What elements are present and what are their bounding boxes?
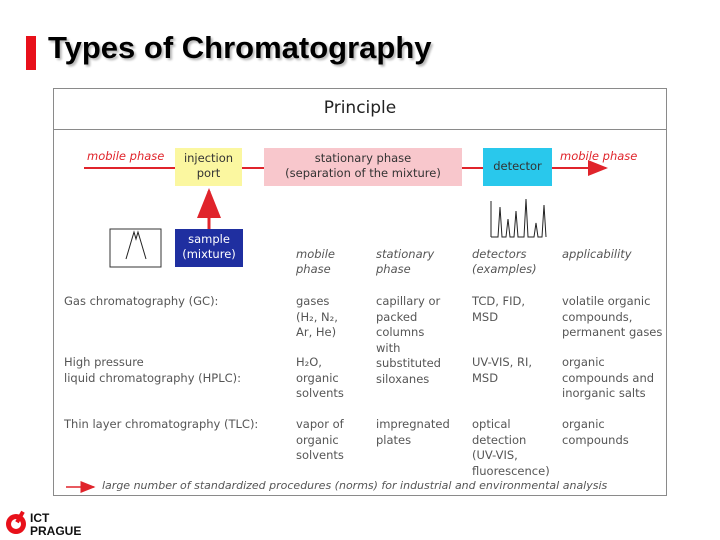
row-gc-mobile: gases (H₂, N₂, Ar, He) (296, 294, 338, 339)
row-gc-applicability: volatile organic compounds, permanent gases (562, 294, 663, 339)
row-tlc-mobile: vapor of organic solvents (296, 417, 344, 462)
sample-box (175, 229, 243, 267)
detector-box (483, 148, 552, 186)
stationary-phase-box (264, 148, 462, 186)
mobile-phase-label-left: mobile phase (87, 149, 165, 163)
row-tlc-name: Thin layer chromatography (TLC): (64, 417, 259, 431)
injection-port-label: injection port (183, 151, 234, 180)
row-gc-name: Gas chromatography (GC): (64, 294, 219, 308)
detector-label: detector (493, 159, 542, 173)
header-detectors: detectors (examples) (472, 247, 537, 276)
chromatogram-icon (491, 199, 546, 237)
logo-text: ICT PRAGUE (30, 511, 82, 538)
row-tlc-applicability: organic compounds (562, 417, 629, 447)
chromatography-figure (53, 88, 667, 496)
row-hplc-name: High pressure liquid chromatography (HPLC): (64, 355, 242, 385)
row-gc-stationary: capillary or packed columns with substituted siloxanes (376, 294, 441, 386)
stationary-phase-note: (separation of the mixture) (285, 166, 441, 180)
row-tlc-stationary: impregnated plates (376, 417, 450, 447)
footnote: large number of standardized procedures (norms) for industrial and environmental analysis (102, 479, 608, 492)
sample-peak-icon (110, 229, 161, 267)
ict-prague-logo-icon (4, 510, 28, 536)
injection-port-box (175, 148, 242, 186)
row-gc-detectors: TCD, FID, MSD (472, 294, 526, 324)
row-hplc-mobile: H₂O, organic solvents (296, 355, 344, 400)
mobile-phase-label-right: mobile phase (560, 149, 638, 163)
row-hplc-detectors: UV-VIS, RI, MSD (472, 355, 532, 385)
header-applicability: applicability (562, 247, 632, 261)
principle-header: Principle (54, 89, 666, 130)
row-tlc-detectors: optical detection (UV-VIS, fluorescence) (472, 417, 550, 478)
sample-label: sample (188, 232, 230, 246)
stationary-phase-label: stationary phase (314, 151, 412, 165)
sample-note: (mixture) (182, 247, 236, 261)
slide-title: Types of Chromatography (48, 30, 432, 65)
header-mobile-phase: mobile phase (296, 247, 336, 276)
row-hplc-applicability: organic compounds and inorganic salts (562, 355, 655, 400)
title-accent-bar (26, 36, 36, 70)
header-stationary-phase: stationary phase (376, 247, 435, 276)
